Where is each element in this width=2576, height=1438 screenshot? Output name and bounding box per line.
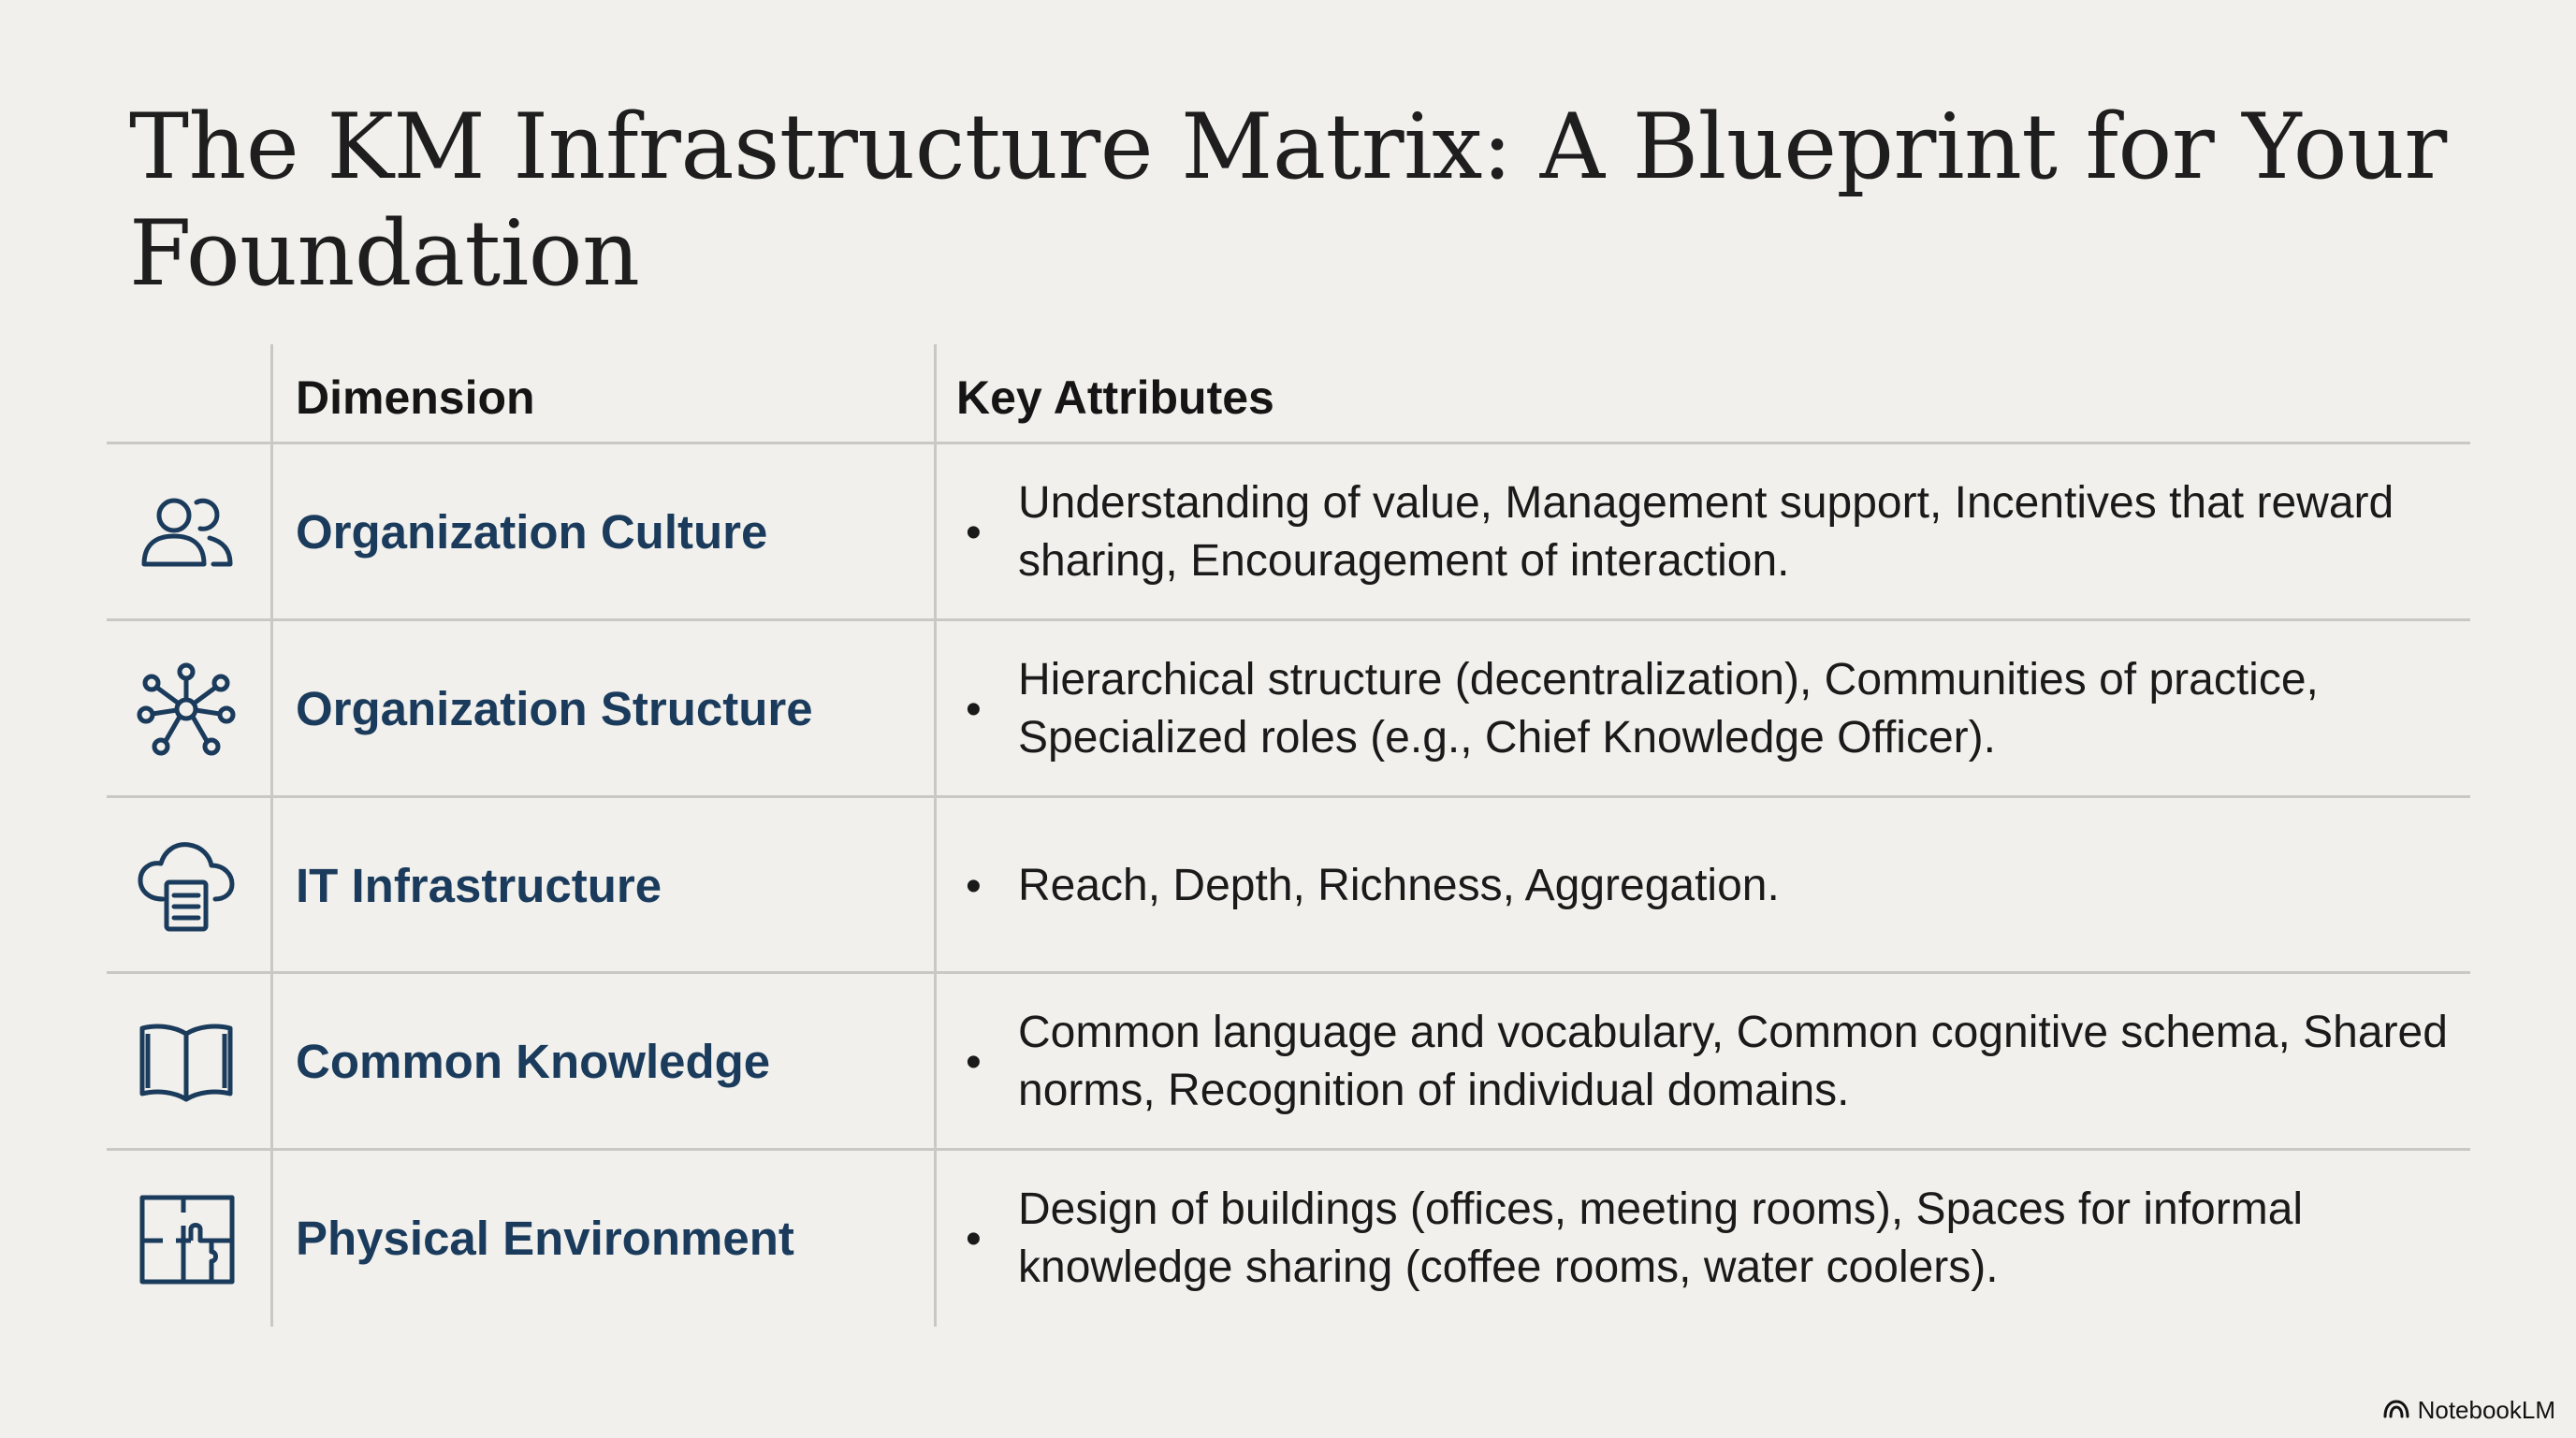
attribute-text: Common language and vocabulary, Common cognitive schema, Shared norms, Recognition of individual domains. — [1018, 1008, 2448, 1115]
page-title: The KM Infrastructure Matrix: A Blueprint for Your Foundation — [129, 94, 2447, 306]
bullet-point: • — [966, 1037, 982, 1087]
table-row-physical-environment — [107, 1151, 2470, 1327]
attribute-cell — [966, 444, 2463, 620]
attribute-text: Understanding of value, Management support, Incentives that reward sharing, Encouragement of interaction. — [1018, 478, 2394, 586]
open-book-icon — [135, 1015, 238, 1109]
attribute-text: Reach, Depth, Richness, Aggregation. — [1018, 861, 1780, 910]
footer-brand: NotebookLM — [2417, 1396, 2555, 1424]
bullet-point: • — [966, 861, 982, 911]
table-row-it-infrastructure — [107, 798, 2470, 974]
attribute-text: Hierarchical structure (decentralization), Communities of practice, Specialized roles (e.g., Chief Knowledge Officer). — [1018, 655, 2319, 763]
attribute-cell — [966, 1151, 2463, 1327]
table-row-organization-structure — [107, 621, 2470, 797]
bullet-point: • — [966, 684, 982, 734]
people-icon — [135, 486, 238, 579]
attribute-cell — [966, 974, 2463, 1150]
dimension-label: Common Knowledge — [296, 1035, 771, 1088]
notebooklm-logo-icon — [2382, 1396, 2410, 1425]
table-row-common-knowledge — [107, 974, 2470, 1150]
bullet-point: • — [966, 507, 982, 558]
network-icon — [135, 662, 238, 756]
attribute-text: Design of buildings (offices, meeting rooms), Spaces for informal knowledge sharing (coffee rooms, water coolers). — [1018, 1184, 2304, 1292]
attribute-cell — [966, 798, 2463, 974]
header-dimension: Dimension — [296, 371, 535, 424]
dimension-label: Organization Structure — [296, 682, 813, 735]
attribute-cell — [966, 621, 2463, 797]
table-row-organization-culture — [107, 444, 2470, 620]
cloud-server-icon — [135, 839, 238, 933]
header-key-attributes: Key Attributes — [956, 371, 1274, 424]
bullet-point: • — [966, 1213, 982, 1264]
dimension-label: IT Infrastructure — [296, 859, 662, 912]
floor-plan-icon — [135, 1192, 238, 1285]
dimension-label: Organization Culture — [296, 505, 768, 559]
dimension-label: Physical Environment — [296, 1212, 794, 1265]
notebooklm-watermark — [2382, 1396, 2555, 1425]
